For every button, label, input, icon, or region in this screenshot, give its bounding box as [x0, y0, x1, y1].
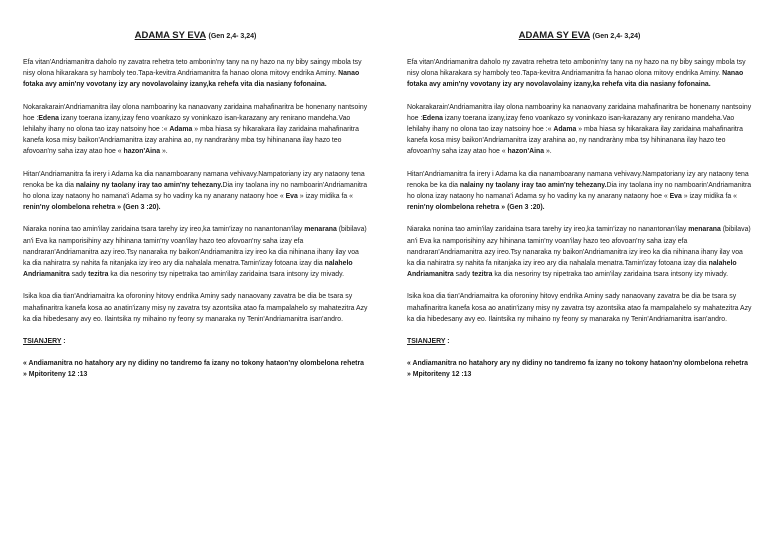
body-paragraph: [23, 291, 368, 325]
paragraph-text: Niaraka nonina tao amin'ilay zaridaina tsara tarehy izy ireo,ka tamin'izay no nanantonan'ilay: [23, 226, 305, 234]
paragraph-text: Nokarakarain'Andriamanitra ilay olona namboariny ka nanaovany zaridaina mahafinaritra be honenany nantsoiny hoe :: [407, 103, 752, 122]
emphasis-text: Adama: [169, 126, 193, 134]
paragraph-text: » izay midika fa «: [297, 193, 353, 201]
paragraph-text: Nokarakarain'Andriamanitra ilay olona namboariny ka nanaovany zaridaina mahafinaritra be honenany nantsoiny hoe :: [23, 103, 368, 122]
emphasis-text: (Gen 3 :20).: [507, 204, 545, 212]
paragraph-text: » izay midika fa «: [681, 193, 737, 201]
emphasis-text: renin'ny olombelona rehetra »: [407, 204, 506, 212]
paragraph-text: izany toerana izany,izay feno voankazo sy voninkazo isan-karazany ary renirano mandeha.Vao lehilahy ihany no olona tao izay natsoiny hoe :«: [407, 114, 735, 134]
paragraph-text: (bibilava) an'i Eva ka namporisihiny azy hihinana tamin'ny voan'ilay hazo teo afovoan'ny saha izay efa nandraran'Andriamanitra azy ireo.Tsy nanaraka ny baikon'Andriamanitra izy ireo ka dia nihinana ihany ilay voa ka dia nahiratra sy nahita fa nitanjaka izy ireo ary dia nahalala menatra.Tamin'izay fotoana izay dia: [407, 226, 751, 268]
conclusion-heading-colon: :: [61, 338, 66, 346]
paragraph-text: ka dia nesoriny tsy nipetraka tao amin'ilay zaridaina tsara intsony izy mivady.: [108, 271, 344, 279]
emphasis-text: hazon'Aina: [507, 148, 545, 156]
title-reference: (Gen 2,4- 3,24): [208, 33, 257, 40]
paragraph-text: Dia iny taolana iny no namboarin'Andriamanitra ho olona izay nataony ho namana'i Adama sy ho vadiny ka ny anarany nataony hoe «: [23, 181, 368, 201]
conclusion-heading-colon: :: [445, 338, 450, 346]
paragraph-text: Hitan'Andriamanitra fa irery i Adama ka dia nanamboarany namana vehivavy.Nampatoriany izy ary nataony tena renoka be ka dia: [407, 170, 749, 189]
conclusion-heading-label: TSIANJERY: [23, 338, 62, 346]
title-text: ADAMA SY EVA: [134, 30, 206, 41]
emphasis-text: tezitra: [88, 271, 109, 279]
emphasis-text: Eva: [669, 193, 682, 201]
emphasis-text: nalainy ny taolany iray tao amin'ny tehezany.: [75, 181, 223, 189]
document-title: [407, 30, 752, 43]
emphasis-text: menarana: [304, 226, 337, 234]
body-paragraph: [23, 169, 368, 214]
emphasis-text: Nanao fotaka avy amin'ny vovotany izy ary novolavolainy izany,ka rehefa vita dia nasiany fofonaina.: [23, 70, 360, 89]
paragraph-text: Efa vitan'Andriamanitra daholo ny zavatra rehetra teto ambonin'ny tany na ny hazo na ny biby saingy mbola tsy nisy olona hikarakara sy hamboly teo.Tapa-kevitra Andriamanitra fa hanao olona mitovy endrika Aminy.: [407, 59, 746, 78]
body-paragraph: [407, 57, 752, 91]
emphasis-text: (Gen 3 :20).: [123, 204, 161, 212]
paragraph-text: ».: [544, 148, 552, 156]
emphasis-text: hazon'Aina: [123, 148, 161, 156]
paragraph-text: sady: [69, 271, 89, 279]
paragraph-text: ka dia nesoriny tsy nipetraka tao amin'ilay zaridaina tsara intsony izy mivady.: [492, 271, 728, 279]
body-paragraph: [407, 169, 752, 214]
paragraph-text: Isika koa dia tian'Andriamaitra ka oforoniny hitovy endrika Aminy sady nanaovany zavatra be dia be tsara sy mahafinaritra kanefa kosa ao anatin'izany misy ny zavatra tsy azontsika atao fa mampalahelo sy mahatezitra Azy ka dia hibedesany avy eo. Ilaintsika ny mihaino ny feony sy manaraka ny Tenin'Andriamanitra isan'andro.: [407, 293, 752, 323]
paragraph-text: Isika koa dia tian'Andriamaitra ka oforoniny hitovy endrika Aminy sady nanaovany zavatra be dia be tsara sy mahafinaritra kanefa kosa ao anatin'izany misy ny zavatra tsy azontsika atao fa mampalahelo sy mahatezitra Azy ka dia hibedesany avy eo. Ilaintsika ny mihaino ny feony sy manaraka ny Tenin'Andriamanitra isan'andro.: [23, 293, 368, 323]
paragraph-text: sady: [453, 271, 473, 279]
emphasis-text: renin'ny olombelona rehetra »: [23, 204, 122, 212]
body-paragraph: [407, 224, 752, 280]
paragraph-text: Hitan'Andriamanitra fa irery i Adama ka dia nanamboarany namana vehivavy.Nampatoriany izy ary nataony tena renoka be ka dia: [23, 170, 365, 189]
body-paragraph: [407, 291, 752, 325]
conclusion-heading: [23, 336, 368, 347]
paragraph-text: » mba hiasa sy hikarakara ilay zaridaina mahafinaritra kanefa kosa misy baikon'Andriamanitra izay arahina ao, ny nandraràny mba tsy hihinanana ilay hazo teo afovoan'ny saha izay atao hoe «: [407, 126, 743, 156]
emphasis-text: nalahelo Andriamanitra: [23, 260, 353, 279]
emphasis-text: Edena: [422, 114, 444, 122]
emphasis-text: nalainy ny taolany iray tao amin'ny tehezany.: [459, 181, 607, 189]
body-paragraph: [23, 102, 368, 158]
paragraph-text: Dia iny taolana iny no namboarin'Andriamanitra ho olona izay nataony ho namana'i Adama sy ho vadiny ka ny anarany nataony hoe «: [407, 181, 752, 201]
title-reference: (Gen 2,4- 3,24): [592, 33, 641, 40]
paragraph-text: » mba hiasa sy hikarakara ilay zaridaina mahafinaritra kanefa kosa misy baikon'Andriamanitra izay arahina ao, ny nandraràny mba tsy hihinanana ilay hazo teo afovoan'ny saha izay atao hoe «: [23, 126, 359, 156]
bible-quote: « Andiamanitra no hatahory ary ny didiny no tandremo fa izany no tokony hataon'ny olombelona rehetra » Mpitoriteny 12 :13: [407, 360, 748, 379]
body-paragraph: [407, 102, 752, 158]
emphasis-text: Adama: [553, 126, 577, 134]
emphasis-text: menarana: [688, 226, 721, 234]
emphasis-text: tezitra: [472, 271, 493, 279]
conclusion-heading-label: TSIANJERY: [407, 338, 446, 346]
paragraph-text: izany toerana izany,izay feno voankazo sy voninkazo isan-karazany ary renirano mandeha.Vao lehilahy ihany no olona tao izay natsoiny hoe :«: [23, 114, 351, 134]
body-paragraph: [23, 57, 368, 91]
emphasis-text: nalahelo Andriamanitra: [407, 260, 737, 279]
document-column-left: [23, 30, 368, 381]
paragraph-text: ».: [160, 148, 168, 156]
bible-quote: « Andiamanitra no hatahory ary ny didiny no tandremo fa izany no tokony hataon'ny olombelona rehetra » Mpitoriteny 12 :13: [23, 360, 364, 379]
document-column-right: [407, 30, 752, 381]
body-paragraph: [23, 224, 368, 280]
emphasis-text: Nanao fotaka avy amin'ny vovotany izy ary novolavolainy izany,ka rehefa vita dia nasiany fofonaina.: [407, 70, 744, 89]
paragraph-text: Niaraka nonina tao amin'ilay zaridaina tsara tarehy izy ireo,ka tamin'izay no nanantonan'ilay: [407, 226, 689, 234]
conclusion-heading: [407, 336, 752, 347]
paragraph-text: Efa vitan'Andriamanitra daholo ny zavatra rehetra teto ambonin'ny tany na ny hazo na ny biby saingy mbola tsy nisy olona hikarakara sy hamboly teo.Tapa-kevitra Andriamanitra fa hanao olona mitovy endrika Aminy.: [23, 59, 362, 78]
emphasis-text: Eva: [285, 193, 298, 201]
document-title: [23, 30, 368, 43]
paragraph-text: (bibilava) an'i Eva ka namporisihiny azy hihinana tamin'ny voan'ilay hazo teo afovoan'ny saha izay efa nandraran'Andriamanitra azy ireo.Tsy nanaraka ny baikon'Andriamanitra izy ireo ka dia nihinana ihany ilay voa ka dia nahiratra sy nahita fa nitanjaka izy ireo ary dia nahalala menatra.Tamin'izay fotoana izay dia: [23, 226, 367, 268]
title-text: ADAMA SY EVA: [518, 30, 590, 41]
emphasis-text: Edena: [38, 114, 60, 122]
